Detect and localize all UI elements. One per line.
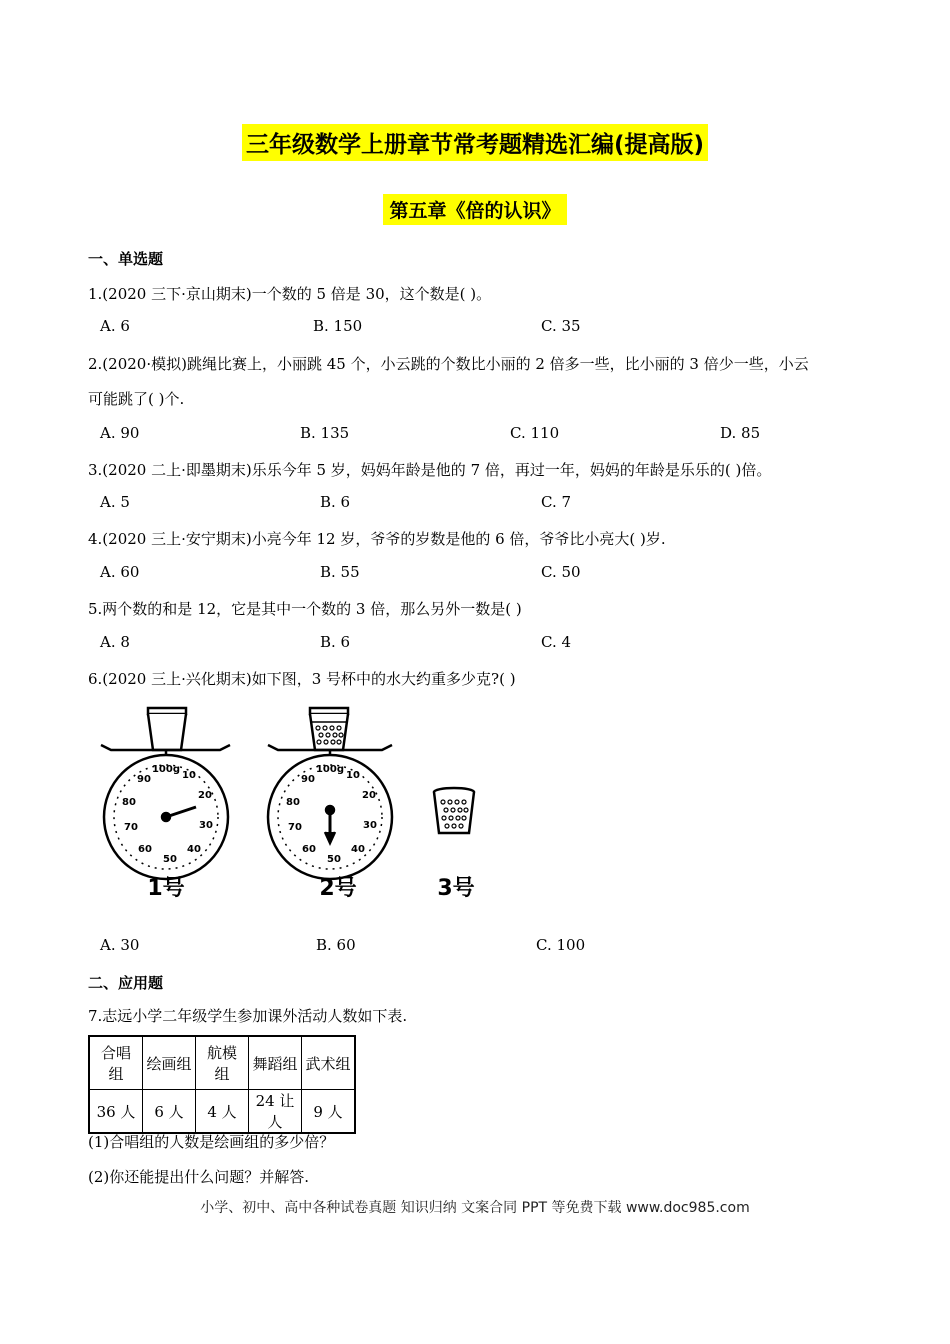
q6-option-c: C. 100 xyxy=(536,936,586,954)
table-cell: 9 人 xyxy=(302,1090,356,1134)
scale-1-dial-label-100g: 100g xyxy=(151,764,181,775)
cup-1-rim xyxy=(148,708,186,714)
q3-option-b: B. 6 xyxy=(320,493,351,511)
scale-2-dial-label-10: 10 xyxy=(346,770,360,781)
q5-option-b: B. 6 xyxy=(320,633,351,651)
table-header-cell: 舞蹈组 xyxy=(249,1036,302,1090)
question-1: 1.(2020 三下·京山期末)一个数的 5 倍是 30，这个数是( )。 xyxy=(88,285,492,303)
scale-1-dial-label-90: 90 xyxy=(137,774,151,785)
question-7: 7.志远小学二年级学生参加课外活动人数如下表. xyxy=(88,1007,408,1025)
scale-2-dial-label-40: 40 xyxy=(351,844,365,855)
scale-2-dial-label-60: 60 xyxy=(302,844,316,855)
scale-1-dial-label-60: 60 xyxy=(138,844,152,855)
cup-1-empty xyxy=(148,714,186,750)
scale-2-label: 2号 xyxy=(319,876,357,901)
q3-option-a: A. 5 xyxy=(100,493,130,511)
scale-1-label: 1号 xyxy=(147,876,185,901)
table-cell: 6 人 xyxy=(143,1090,196,1134)
table-header-cell: 武术组 xyxy=(302,1036,356,1090)
scale-2-dial-label-90: 90 xyxy=(301,774,315,785)
q1-option-b: B. 150 xyxy=(313,317,363,335)
table-header-cell: 航模 组 xyxy=(196,1036,249,1090)
q2-option-c: C. 110 xyxy=(510,424,560,442)
scale-2-dial-label-30: 30 xyxy=(363,820,377,831)
scale-2-dial-label-80: 80 xyxy=(286,797,300,808)
q6-option-a: A. 30 xyxy=(100,936,140,954)
scales-figure xyxy=(98,700,498,910)
scale-2-dial-label-50: 50 xyxy=(327,854,341,865)
question-7-part-2: (2)你还能提出什么问题？并解答. xyxy=(88,1168,310,1186)
q1-option-c: C. 35 xyxy=(541,317,581,335)
q4-option-a: A. 60 xyxy=(100,563,140,581)
q5-option-a: A. 8 xyxy=(100,633,130,651)
question-3: 3.(2020 二上·即墨期末)乐乐今年 5 岁，妈妈年龄是他的 7 倍，再过一年，妈妈的年龄是乐乐的( )倍。 xyxy=(88,461,772,479)
q2-option-b: B. 135 xyxy=(300,424,350,442)
scale-1-dial-label-40: 40 xyxy=(187,844,201,855)
scale-1-dial-label-50: 50 xyxy=(163,854,177,865)
activity-table xyxy=(88,1035,356,1134)
q3-option-c: C. 7 xyxy=(541,493,572,511)
q5-option-c: C. 4 xyxy=(541,633,572,651)
page-footer: 小学、初中、高中各种试卷真题 知识归纳 文案合同 PPT 等免费下载 www.doc985.com xyxy=(200,1200,750,1216)
question-2: 2.(2020·模拟)跳绳比赛上，小丽跳 45 个，小云跳的个数比小丽的 2 倍多一些，比小丽的 3 倍少一些，小云 xyxy=(88,355,809,373)
table-header-cell: 绘画组 xyxy=(143,1036,196,1090)
scale-1-dial-label-30: 30 xyxy=(199,820,213,831)
table-cell: 36 人 xyxy=(89,1090,143,1134)
cup-2-full xyxy=(310,714,348,750)
scale-1-dial-label-20: 20 xyxy=(198,790,212,801)
scale-1-dial-label-80: 80 xyxy=(122,797,136,808)
scale-2-dial-label-70: 70 xyxy=(288,822,302,833)
question-4: 4.(2020 三上·安宁期末)小亮今年 12 岁，爷爷的岁数是他的 6 倍，爷爷比小亮大( )岁. xyxy=(88,530,666,548)
cup-3 xyxy=(434,788,474,833)
scale-1-dial-label-70: 70 xyxy=(124,822,138,833)
question-7-part-1: (1)合唱组的人数是绘画组的多少倍？ xyxy=(88,1133,335,1151)
question-5: 5.两个数的和是 12，它是其中一个数的 3 倍，那么另外一数是( ) xyxy=(88,600,522,618)
q6-option-b: B. 60 xyxy=(316,936,356,954)
q4-option-b: B. 55 xyxy=(320,563,360,581)
q4-option-c: C. 50 xyxy=(541,563,581,581)
table-header-cell: 合唱 组 xyxy=(89,1036,143,1090)
table-cell: 4 人 xyxy=(196,1090,249,1134)
q2-option-d: D. 85 xyxy=(720,424,761,442)
scale-1-dial-label-10: 10 xyxy=(182,770,196,781)
scale-2-dial-label-20: 20 xyxy=(362,790,376,801)
question-6: 6.(2020 三上·兴化期末)如下图，3 号杯中的水大约重多少克?( ) xyxy=(88,670,516,688)
page-title: 三年级数学上册章节常考题精选汇编(提高版) xyxy=(242,124,708,161)
q1-option-a: A. 6 xyxy=(100,317,130,335)
cup-3-label: 3号 xyxy=(437,876,475,901)
question-2-line-2: 可能跳了( )个. xyxy=(88,390,185,408)
q2-option-a: A. 90 xyxy=(100,424,140,442)
section-heading-single-choice: 一、单选题 xyxy=(88,250,164,268)
scale-2-dial-label-100g: 100g xyxy=(315,764,345,775)
table-cell: 24 让人 xyxy=(249,1090,302,1134)
section-heading-application: 二、应用题 xyxy=(88,974,164,992)
chapter-title: 第五章《倍的认识》 xyxy=(383,194,566,225)
